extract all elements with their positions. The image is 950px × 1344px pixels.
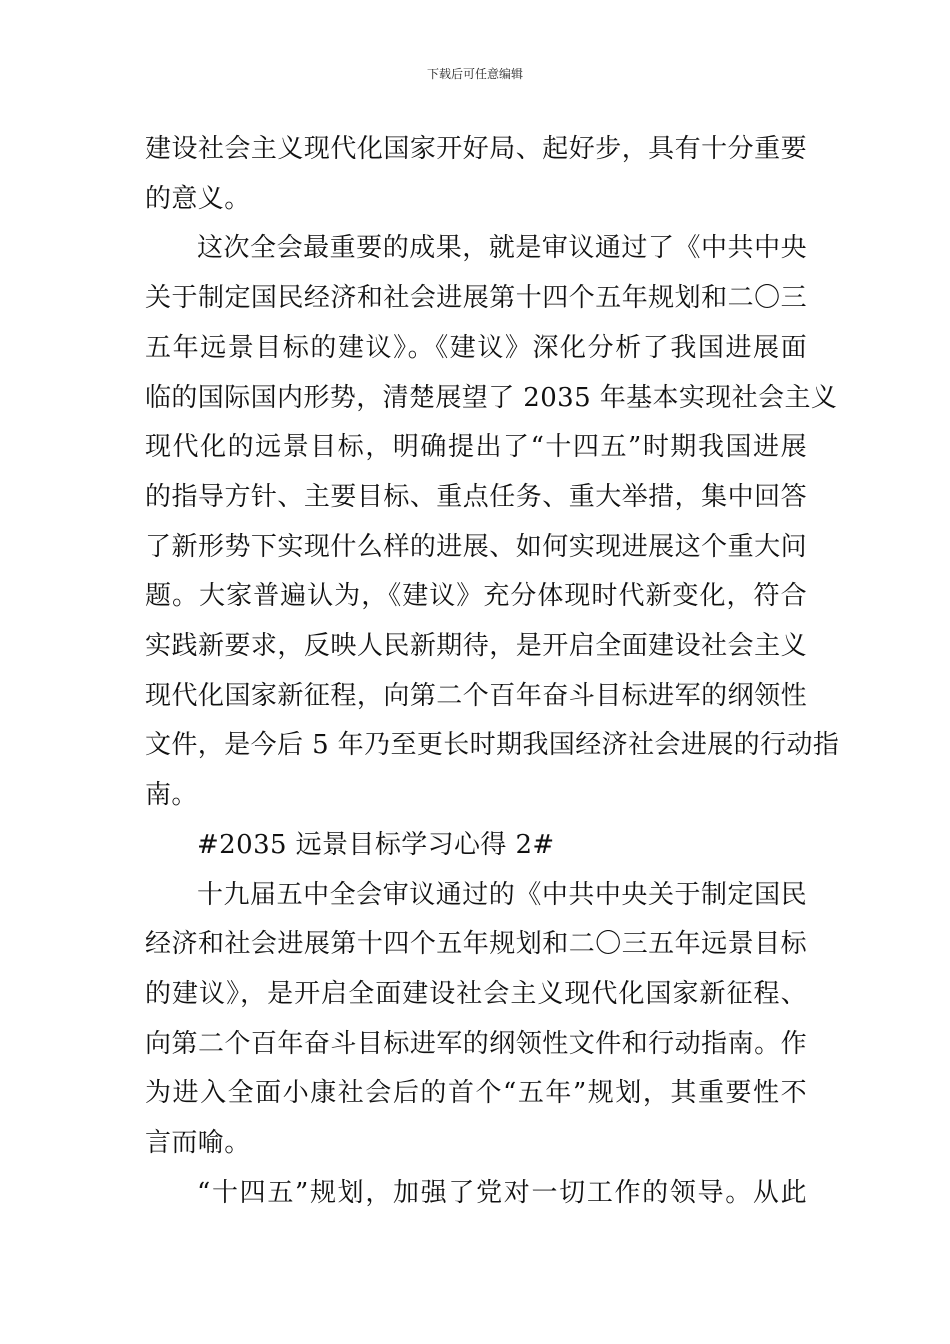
section-heading: [145, 821, 807, 871]
text-line: 文件，是今后 5 年乃至更长时期我国经济社会进展的行动指: [145, 730, 840, 761]
paragraph-2: [145, 224, 840, 820]
text-line: 向第二个百年奋斗目标进军的纲领性文件和行动指南。作: [145, 1028, 807, 1059]
heading-line: #2035 远景目标学习心得 2#: [197, 829, 555, 860]
text-line: 五年远景目标的建议》。《建议》深化分析了我国进展面: [145, 332, 807, 363]
text-line: 现代化的远景目标，明确提出了“十四五”时期我国进展: [145, 432, 807, 463]
text-line: 现代化国家新征程，向第二个百年奋斗目标进军的纲领性: [145, 680, 807, 711]
text-line: 实践新要求，反映人民新期待，是开启全面建设社会主义: [145, 631, 807, 662]
text-line: 建设社会主义现代化国家开好局、起好步，具有十分重要: [145, 134, 807, 164]
text-line: 的意义。: [145, 183, 251, 214]
text-line: 为进入全面小康社会后的首个“五年”规划，其重要性不: [145, 1078, 807, 1109]
text-line: 南。: [145, 780, 198, 811]
text-line: “十四五”规划，加强了党对一切工作的领导。从此: [197, 1177, 807, 1208]
text-line: 经济和社会进展第十四个五年规划和二〇三五年远景目标: [145, 929, 807, 960]
text-line: 临的国际国内形势，清楚展望了 2035 年基本实现社会主义: [145, 382, 838, 413]
text-line: 关于制定国民经济和社会进展第十四个五年规划和二〇三: [145, 283, 807, 314]
paragraph-4: [145, 1169, 807, 1219]
paragraph-1: [145, 125, 807, 224]
text-line: 这次全会最重要的成果，就是审议通过了《中共中央: [197, 233, 807, 264]
paragraph-3: [145, 871, 807, 1169]
text-line: 的指导方针、主要目标、重点任务、重大举措，集中回答: [145, 481, 807, 512]
document-body: [145, 125, 840, 1218]
text-line: 题。大家普遍认为，《建议》充分体现时代新变化，符合: [145, 581, 807, 612]
text-line: 的建议》，是开启全面建设社会主义现代化国家新征程、: [145, 978, 807, 1009]
text-line: 了新形势下实现什么样的进展、如何实现进展这个重大问: [145, 531, 807, 562]
text-line: 十九届五中全会审议通过的《中共中央关于制定国民: [197, 879, 807, 910]
text-line: 言而喻。: [145, 1128, 251, 1159]
page-header: 下载后可任意编辑: [426, 67, 523, 81]
